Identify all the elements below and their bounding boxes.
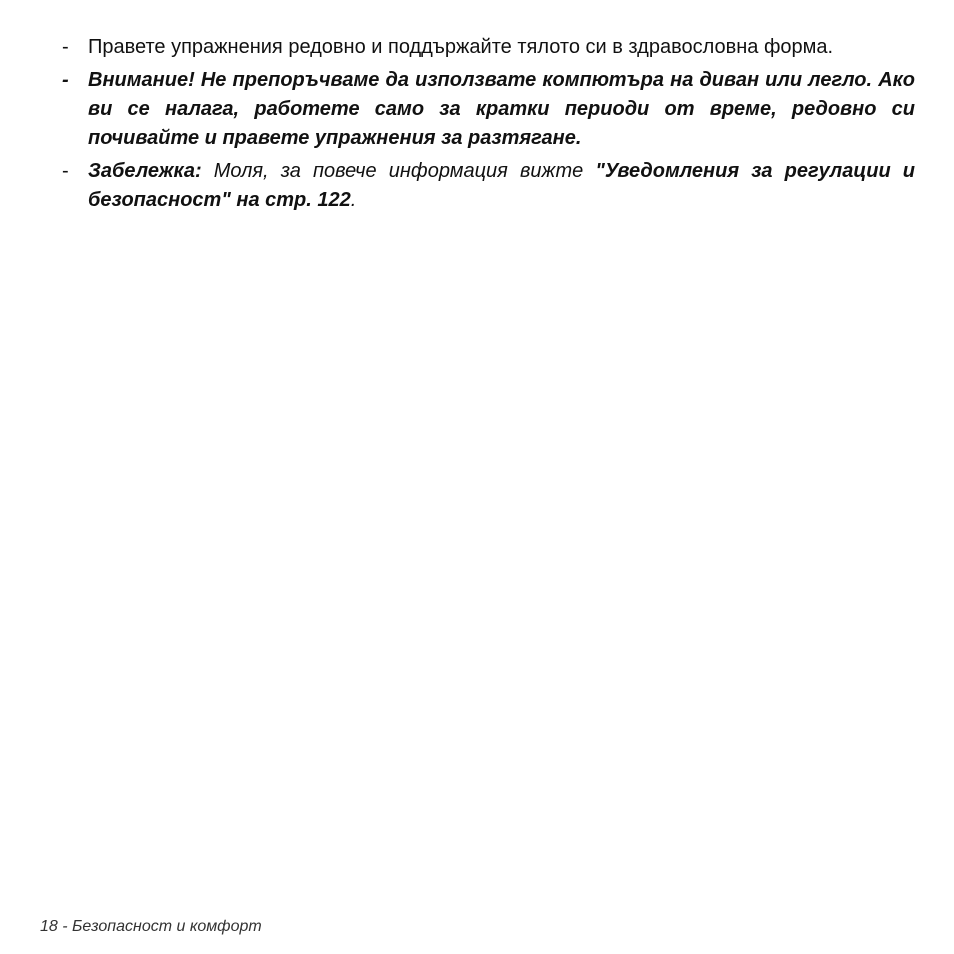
note-body: Моля, за повече информация вижте (201, 160, 596, 182)
regulatory-notices-link[interactable]: "Уведомления за регулации и безопасност" на стр. 122 (88, 160, 916, 211)
warning-text: Внимание! Не препоръчваме да използвате компютъра на диван или легло. Ако ви се налага, работете само за кратки периоди от време, редовно си почивайте и правете упражнения за разтягане. (88, 69, 915, 149)
bullet-dash: - (62, 69, 69, 91)
bullet-dash: - (62, 36, 69, 58)
bullet-dash: - (62, 160, 69, 182)
exercise-advice: Правете упражнения редовно и поддържайте тялото си в здравословна форма. (88, 36, 834, 58)
page-footer: 18 - Безопасност и комфорт (40, 918, 262, 935)
list-item (62, 157, 915, 215)
page-content (62, 33, 915, 219)
note-end: . (350, 189, 357, 211)
note-label: Забележка: (88, 160, 202, 182)
list-item (62, 66, 915, 153)
note-text (88, 157, 915, 215)
list-item (62, 33, 915, 62)
